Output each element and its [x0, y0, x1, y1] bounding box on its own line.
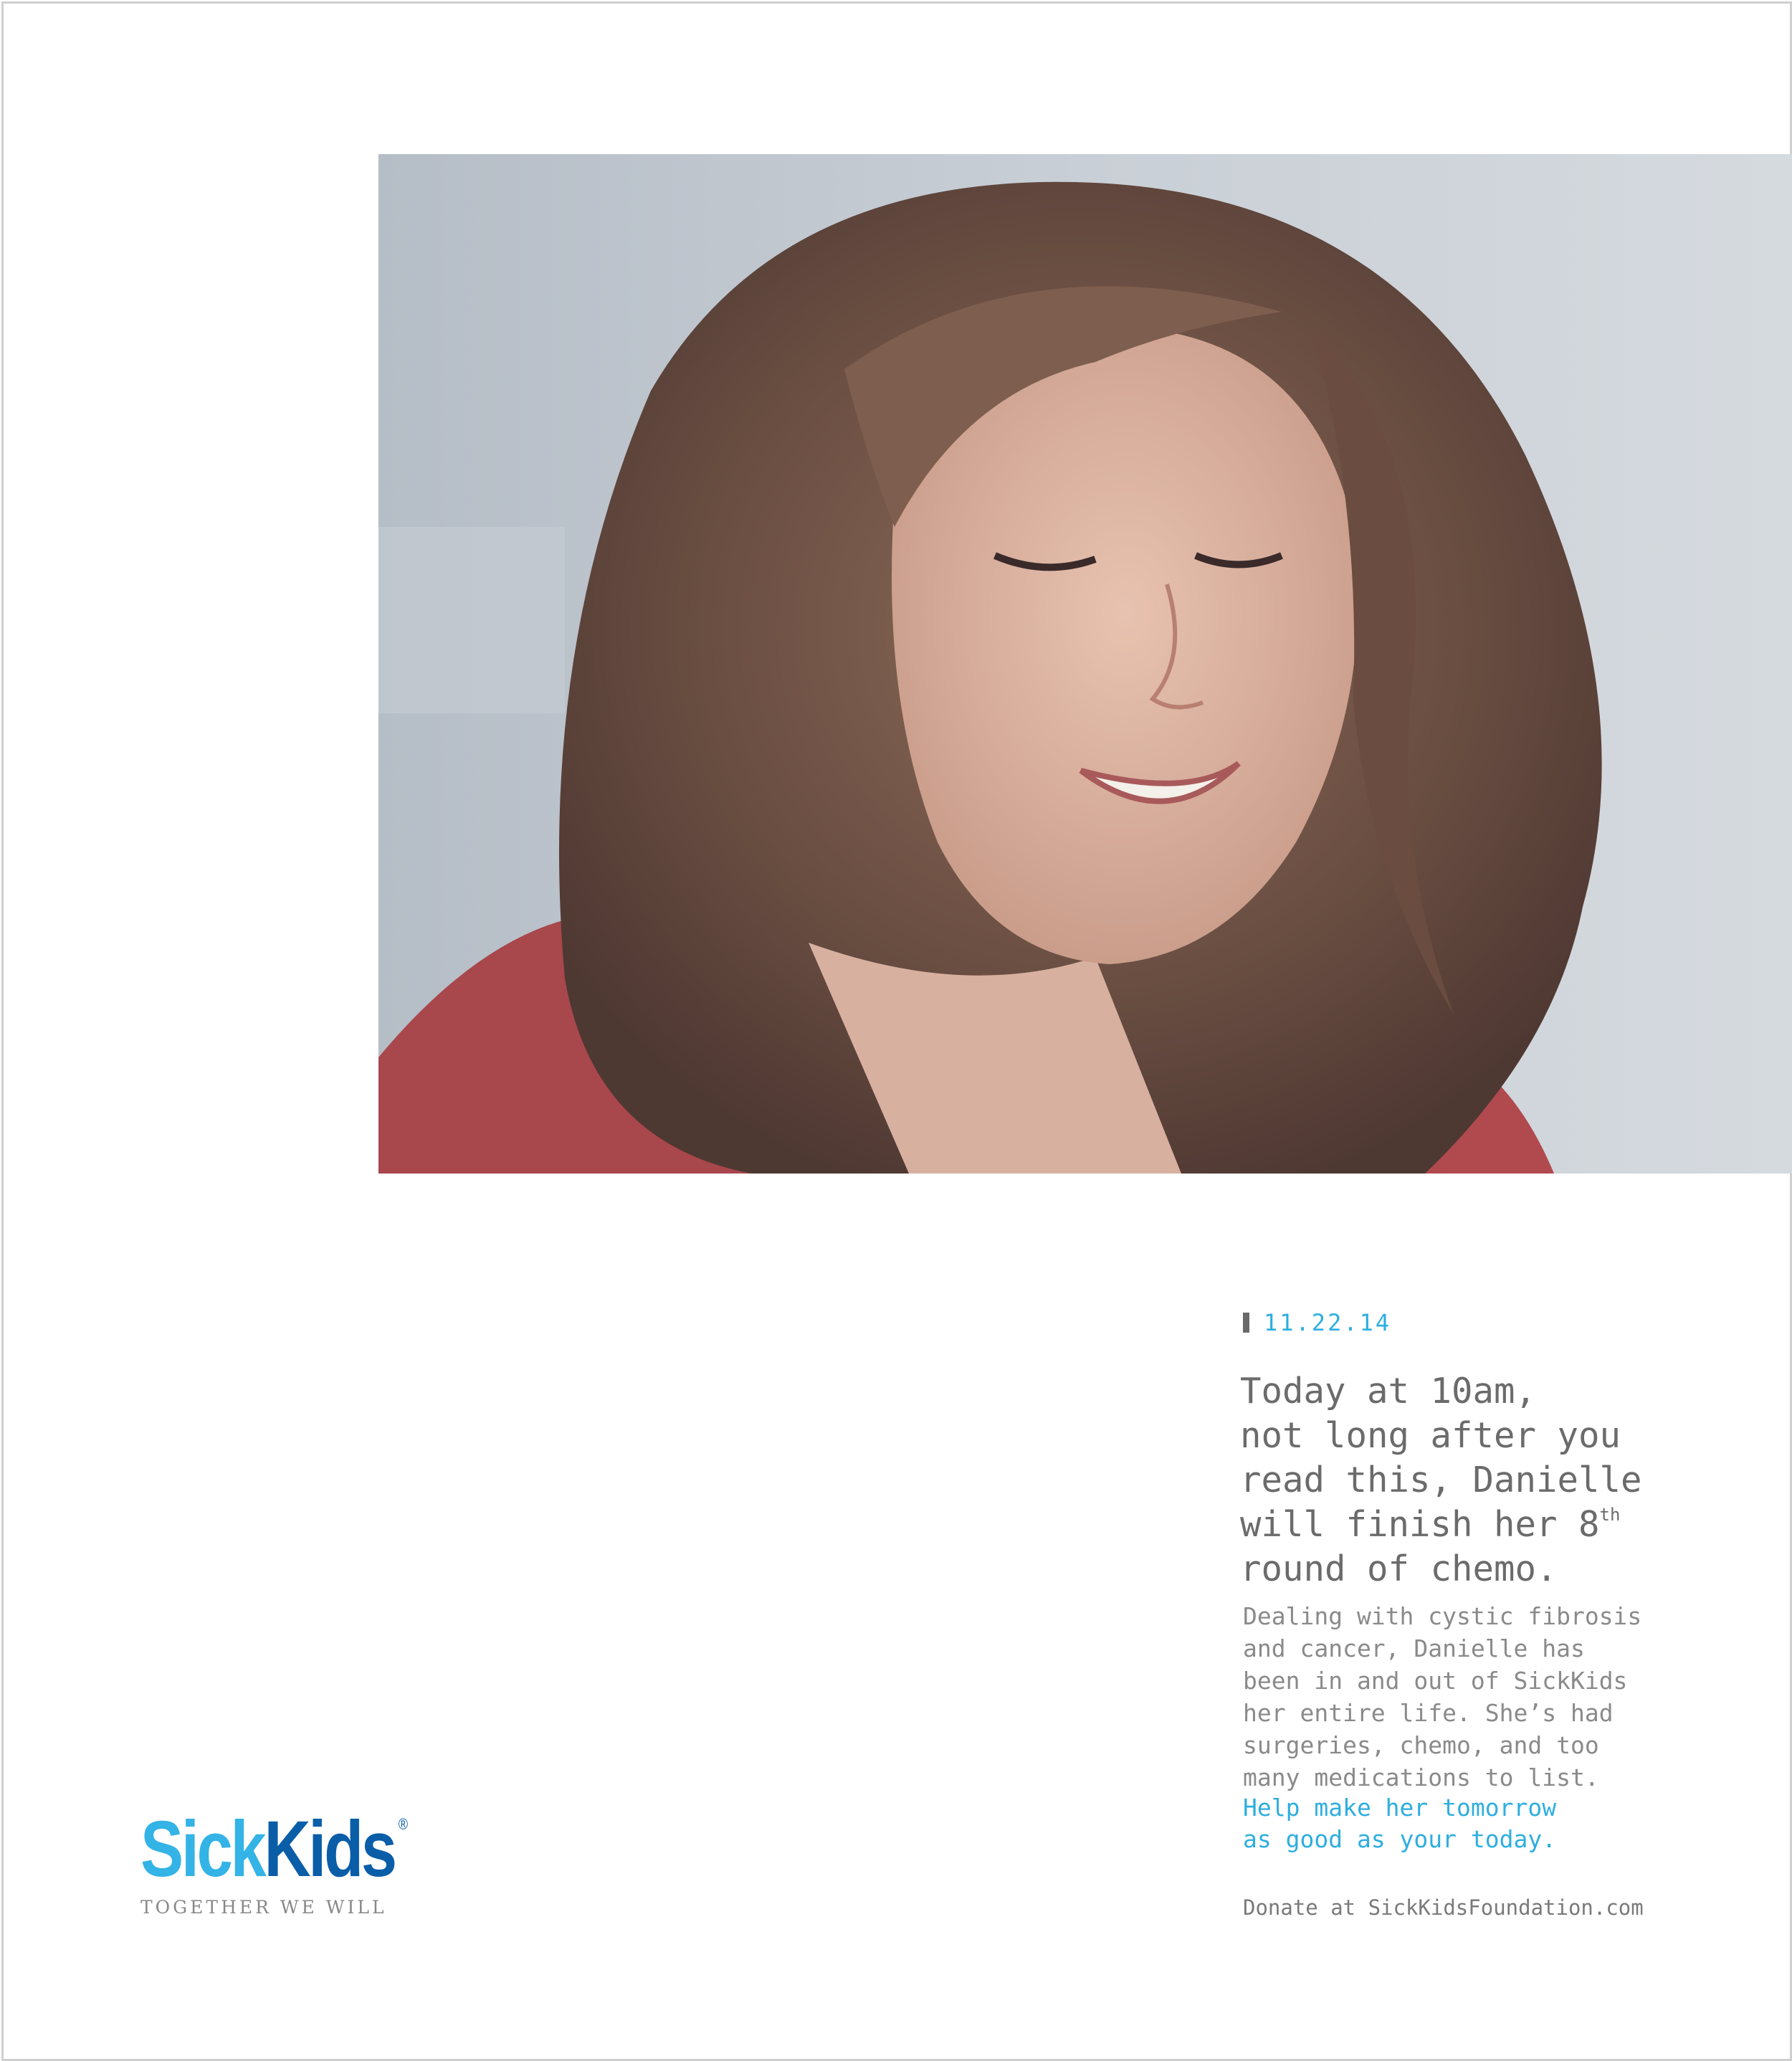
body-line: her entire life. She’s had: [1243, 1699, 1614, 1727]
logo-wordmark: [140, 1805, 409, 1893]
cta-line: as good as your today.: [1243, 1825, 1557, 1853]
headline-line: not long after you: [1240, 1415, 1621, 1456]
headline-line-text: will finish her 8: [1240, 1504, 1600, 1545]
photo-illustration: [378, 154, 1792, 1174]
call-to-action: [1243, 1792, 1702, 1855]
date-text: 11.22.14: [1264, 1309, 1392, 1336]
body-line: and cancer, Danielle has: [1243, 1634, 1585, 1662]
headline: [1240, 1369, 1742, 1591]
headline-line: read this, Danielle: [1240, 1460, 1642, 1500]
date-marker: [1243, 1313, 1249, 1333]
body-line: many medications to list.: [1243, 1763, 1599, 1791]
body-line: Dealing with cystic fibrosis: [1243, 1602, 1642, 1630]
hero-photo: [378, 154, 1792, 1174]
sickkids-logo: [140, 1805, 409, 1918]
date-line: [1243, 1306, 1391, 1339]
logo-tagline: TOGETHER WE WILL: [140, 1897, 387, 1918]
headline-line: [1240, 1503, 1742, 1547]
body-line: been in and out of SickKids: [1243, 1667, 1628, 1695]
headline-superscript: th: [1599, 1505, 1621, 1525]
headline-line: Today at 10am,: [1240, 1371, 1537, 1412]
logo-word-sick: Sick: [140, 1805, 264, 1893]
cta-line: Help make her tomorrow: [1243, 1794, 1557, 1822]
body-copy: [1243, 1600, 1702, 1794]
body-line: surgeries, chemo, and too: [1243, 1731, 1599, 1759]
logo-word-kids: Kids: [264, 1805, 395, 1893]
headline-line: round of chemo.: [1240, 1548, 1558, 1589]
donate-text: Donate at SickKidsFoundation.com: [1243, 1895, 1644, 1920]
registered-mark-icon: ®: [398, 1815, 409, 1833]
